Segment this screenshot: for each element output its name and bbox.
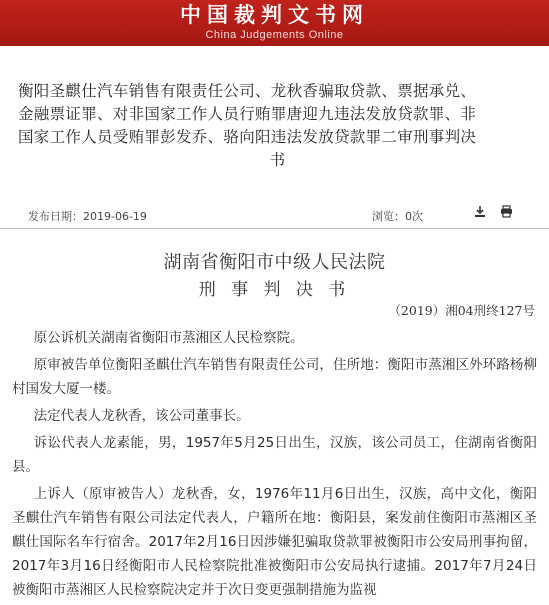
judgment-paragraph: 诉讼代表人龙素能，男，1957年5月25日出生，汉族，该公司员工，住湖南省衡阳县。 [12, 435, 537, 475]
site-title[interactable]: 中国裁判文书网 [180, 2, 369, 27]
judgment-paragraph: 原公诉机关湖南省衡阳市蒸湘区人民检察院。 [33, 330, 304, 346]
meta-bar [0, 198, 549, 229]
case-title-line: 金融票证罪、对非国家工作人员行贿罪唐迎九违法发放贷款罪、非 [18, 105, 477, 123]
judgment-paragraph: 法定代表人龙秋香，该公司董事长。 [33, 408, 250, 424]
case-number: （2019）湘04刑终127号 [388, 303, 535, 318]
judgment-paragraph: 上诉人（原审被告人）龙秋香，女，1976年11月6日出生，汉族，高中文化，衡阳圣麒仕汽车销售有限公司法定代表人，户籍所在地：衡阳县，案发前住衡阳市蒸湘区圣麒仕国际名车行宿舍。2017年2月16日因涉嫌犯骗取贷款罪被衡阳市公安局刑事拘留，2017年3月16日经衡阳市人民检察院批准被衡阳市公安局执行逮捕。2017年7月24日被衡阳市蒸湘区人民检察院决定并于次日变更强制措施为监视 [12, 486, 537, 598]
case-title-line: 衡阳圣麒仕汽车销售有限责任公司、龙秋香骗取贷款、票据承兑、 [18, 82, 477, 100]
judgment-paragraph: 原审被告单位衡阳圣麒仕汽车销售有限责任公司，住所地：衡阳市蒸湘区外环路杨柳村国发大厦一楼。 [12, 357, 537, 397]
case-title-line: 国家工作人员受贿罪彭发乔、骆向阳违法发放贷款罪二审刑事判决 [18, 128, 477, 146]
publish-date: 发布日期：2019-06-19 [28, 210, 147, 223]
document-type: 刑 事 判 决 书 [198, 280, 351, 300]
case-title [18, 80, 537, 172]
download-icon[interactable] [474, 205, 486, 222]
view-count: 浏览：0次 [372, 210, 423, 223]
case-title-line: 书 [269, 151, 286, 169]
toolbar [474, 205, 523, 222]
site-subtitle: China Judgements Online [205, 29, 344, 41]
site-banner [0, 0, 549, 46]
court-name: 湖南省衡阳市中级人民法院 [163, 252, 386, 273]
print-icon[interactable] [500, 205, 513, 222]
judgment-body [12, 326, 537, 605]
